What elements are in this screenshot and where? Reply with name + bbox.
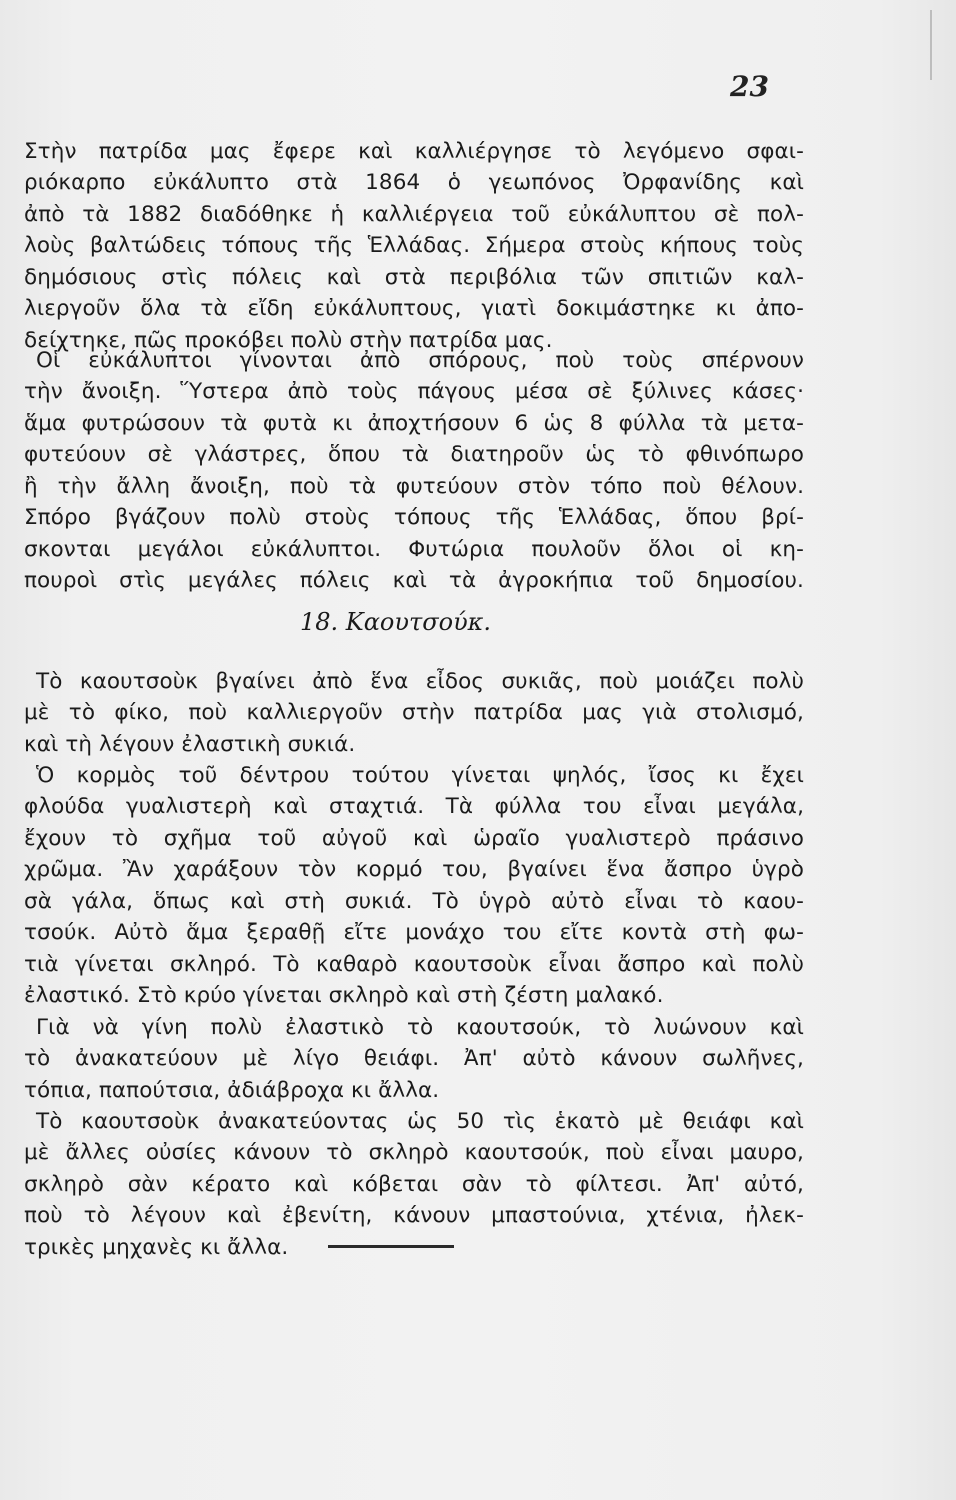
text-line: σκονται μεγάλοι εὐκάλυπτοι. Φυτώρια πουλοῦν ὅλοι οἱ κη- <box>24 537 804 562</box>
text-line: λοὺς βαλτώδεις τόπους τῆς Ἑλλάδας. Σήμερα στοὺς κήπους τοὺς <box>24 233 804 258</box>
text-line: Τὸ καουτσοὺκ ἀνακατεύοντας ὡς 50 τὶς ἑκατὸ μὲ θειάφι καὶ <box>36 1109 804 1134</box>
text-line: Σπόρο βγάζουν πολὺ στοὺς τόπους τῆς Ἑλλάδας, ὅπου βρί- <box>24 505 804 530</box>
text-line: φυτεύουν σὲ γλάστρες, ὅπου τὰ διατηροῦν ὡς τὸ φθινόπωρο <box>24 442 804 467</box>
text-line: ἢ τὴν ἄλλη ἄνοιξη, ποὺ τὰ φυτεύουν στὸν τόπο ποὺ θέλουν. <box>24 474 804 499</box>
text-line: Οἱ εὐκάλυπτοι γίνονται ἀπὸ σπόρους, ποὺ τοὺς σπέρνουν <box>36 348 804 373</box>
text-line: ριόκαρπο εὐκάλυπτο στὰ 1864 ὁ γεωπόνος Ὀρφανίδης καὶ <box>24 170 804 195</box>
text-line: τὸ ἀνακατεύουν μὲ λίγο θειάφι. Ἀπ' αὐτὸ κάνουν σωλῆνες, <box>24 1046 804 1071</box>
text-line: μὲ ἄλλες οὐσίες κάνουν τὸ σκληρὸ καουτσούκ, ποὺ εἶναι μαυρο, <box>24 1140 804 1165</box>
text-line: ἀπὸ τὰ 1882 διαδόθηκε ἡ καλλιέργεια τοῦ εὐκάλυπτου σὲ πολ- <box>24 202 804 227</box>
text-line: τόπια, παπούτσια, ἀδιάβροχα κι ἄλλα. <box>24 1078 440 1103</box>
text-line: τρικὲς μηχανὲς κι ἄλλα. <box>24 1235 289 1260</box>
text-line: ποὺ τὸ λέγουν καὶ ἐβενίτη, κάνουν μπαστούνια, χτένια, ἠλεκ- <box>24 1203 804 1228</box>
page-number: 23 <box>730 70 769 103</box>
text-line: ἅμα φυτρώσουν τὰ φυτὰ κι ἀποχτήσουν 6 ὡς 8 φύλλα τὰ μετα- <box>24 411 804 436</box>
text-line: φλούδα γυαλιστερὴ καὶ σταχτιά. Τὰ φύλλα του εἶναι μεγάλα, <box>24 794 804 819</box>
text-line: σὰ γάλα, ὅπως καὶ στὴ συκιά. Τὸ ὑγρὸ αὐτὸ εἶναι τὸ καου- <box>24 889 804 914</box>
text-line: Στὴν πατρίδα μας ἔφερε καὶ καλλιέργησε τὸ λεγόμενο σφαι- <box>24 139 804 164</box>
text-line: μὲ τὸ φίκο, ποὺ καλλιεργοῦν στὴν πατρίδα μας γιὰ στολισμό, <box>24 700 804 725</box>
text-line: δείχτηκε, πῶς προκόβει πολὺ στὴν πατρίδα μας. <box>24 328 553 353</box>
text-line: Γιὰ νὰ γίνη πολὺ ἐλαστικὸ τὸ καουτσούκ, τὸ λυώνουν καὶ <box>36 1015 804 1040</box>
text-line: σκληρὸ σὰν κέρατο καὶ κόβεται σὰν τὸ φίλτεσι. Ἀπ' αὐτό, <box>24 1172 804 1197</box>
text-line: τσούκ. Αὐτὸ ἅμα ξεραθῇ εἴτε μονάχο του εἴτε κοντὰ στὴ φω- <box>24 920 804 945</box>
text-line: τὴν ἄνοιξη. Ὕστερα ἀπὸ τοὺς πάγους μέσα σὲ ξύλινες κάσες· <box>24 379 804 404</box>
text-line: ἐλαστικό. Στὸ κρύο γίνεται σκληρὸ καὶ στὴ ζέστη μαλακό. <box>24 983 664 1008</box>
text-line: δημόσιους στὶς πόλεις καὶ στὰ περιβόλια τῶν σπιτιῶν καλ- <box>24 265 804 290</box>
text-line: λιεργοῦν ὅλα τὰ εἴδη εὐκάλυπτους, γιατὶ δοκιμάστηκε κι ἀπο- <box>24 296 804 321</box>
text-line: ἔχουν τὸ σχῆμα τοῦ αὐγοῦ καὶ ὡραῖο γυαλιστερὸ πράσινο <box>24 826 804 851</box>
end-rule <box>328 1245 454 1248</box>
section-heading: 18. Καουτσούκ. <box>300 608 492 636</box>
text-line: τιὰ γίνεται σκληρό. Τὸ καθαρὸ καουτσοὺκ εἶναι ἄσπρο καὶ πολὺ <box>24 952 804 977</box>
page-edge-shadow <box>930 10 932 80</box>
text-line: χρῶμα. Ἂν χαράξουν τὸν κορμό του, βγαίνει ἕνα ἄσπρο ὑγρὸ <box>24 857 804 882</box>
text-line: πουροὶ στὶς μεγάλες πόλεις καὶ τὰ ἀγροκήπια τοῦ δημοσίου. <box>24 568 804 593</box>
text-line: Τὸ καουτσοὺκ βγαίνει ἀπὸ ἕνα εἶδος συκιᾶς, ποὺ μοιάζει πολὺ <box>36 669 804 694</box>
text-line: Ὁ κορμὸς τοῦ δέντρου τούτου γίνεται ψηλός, ἴσος κι ἔχει <box>36 763 804 788</box>
text-line: καὶ τὴ λέγουν ἐλαστικὴ συκιά. <box>24 732 356 757</box>
